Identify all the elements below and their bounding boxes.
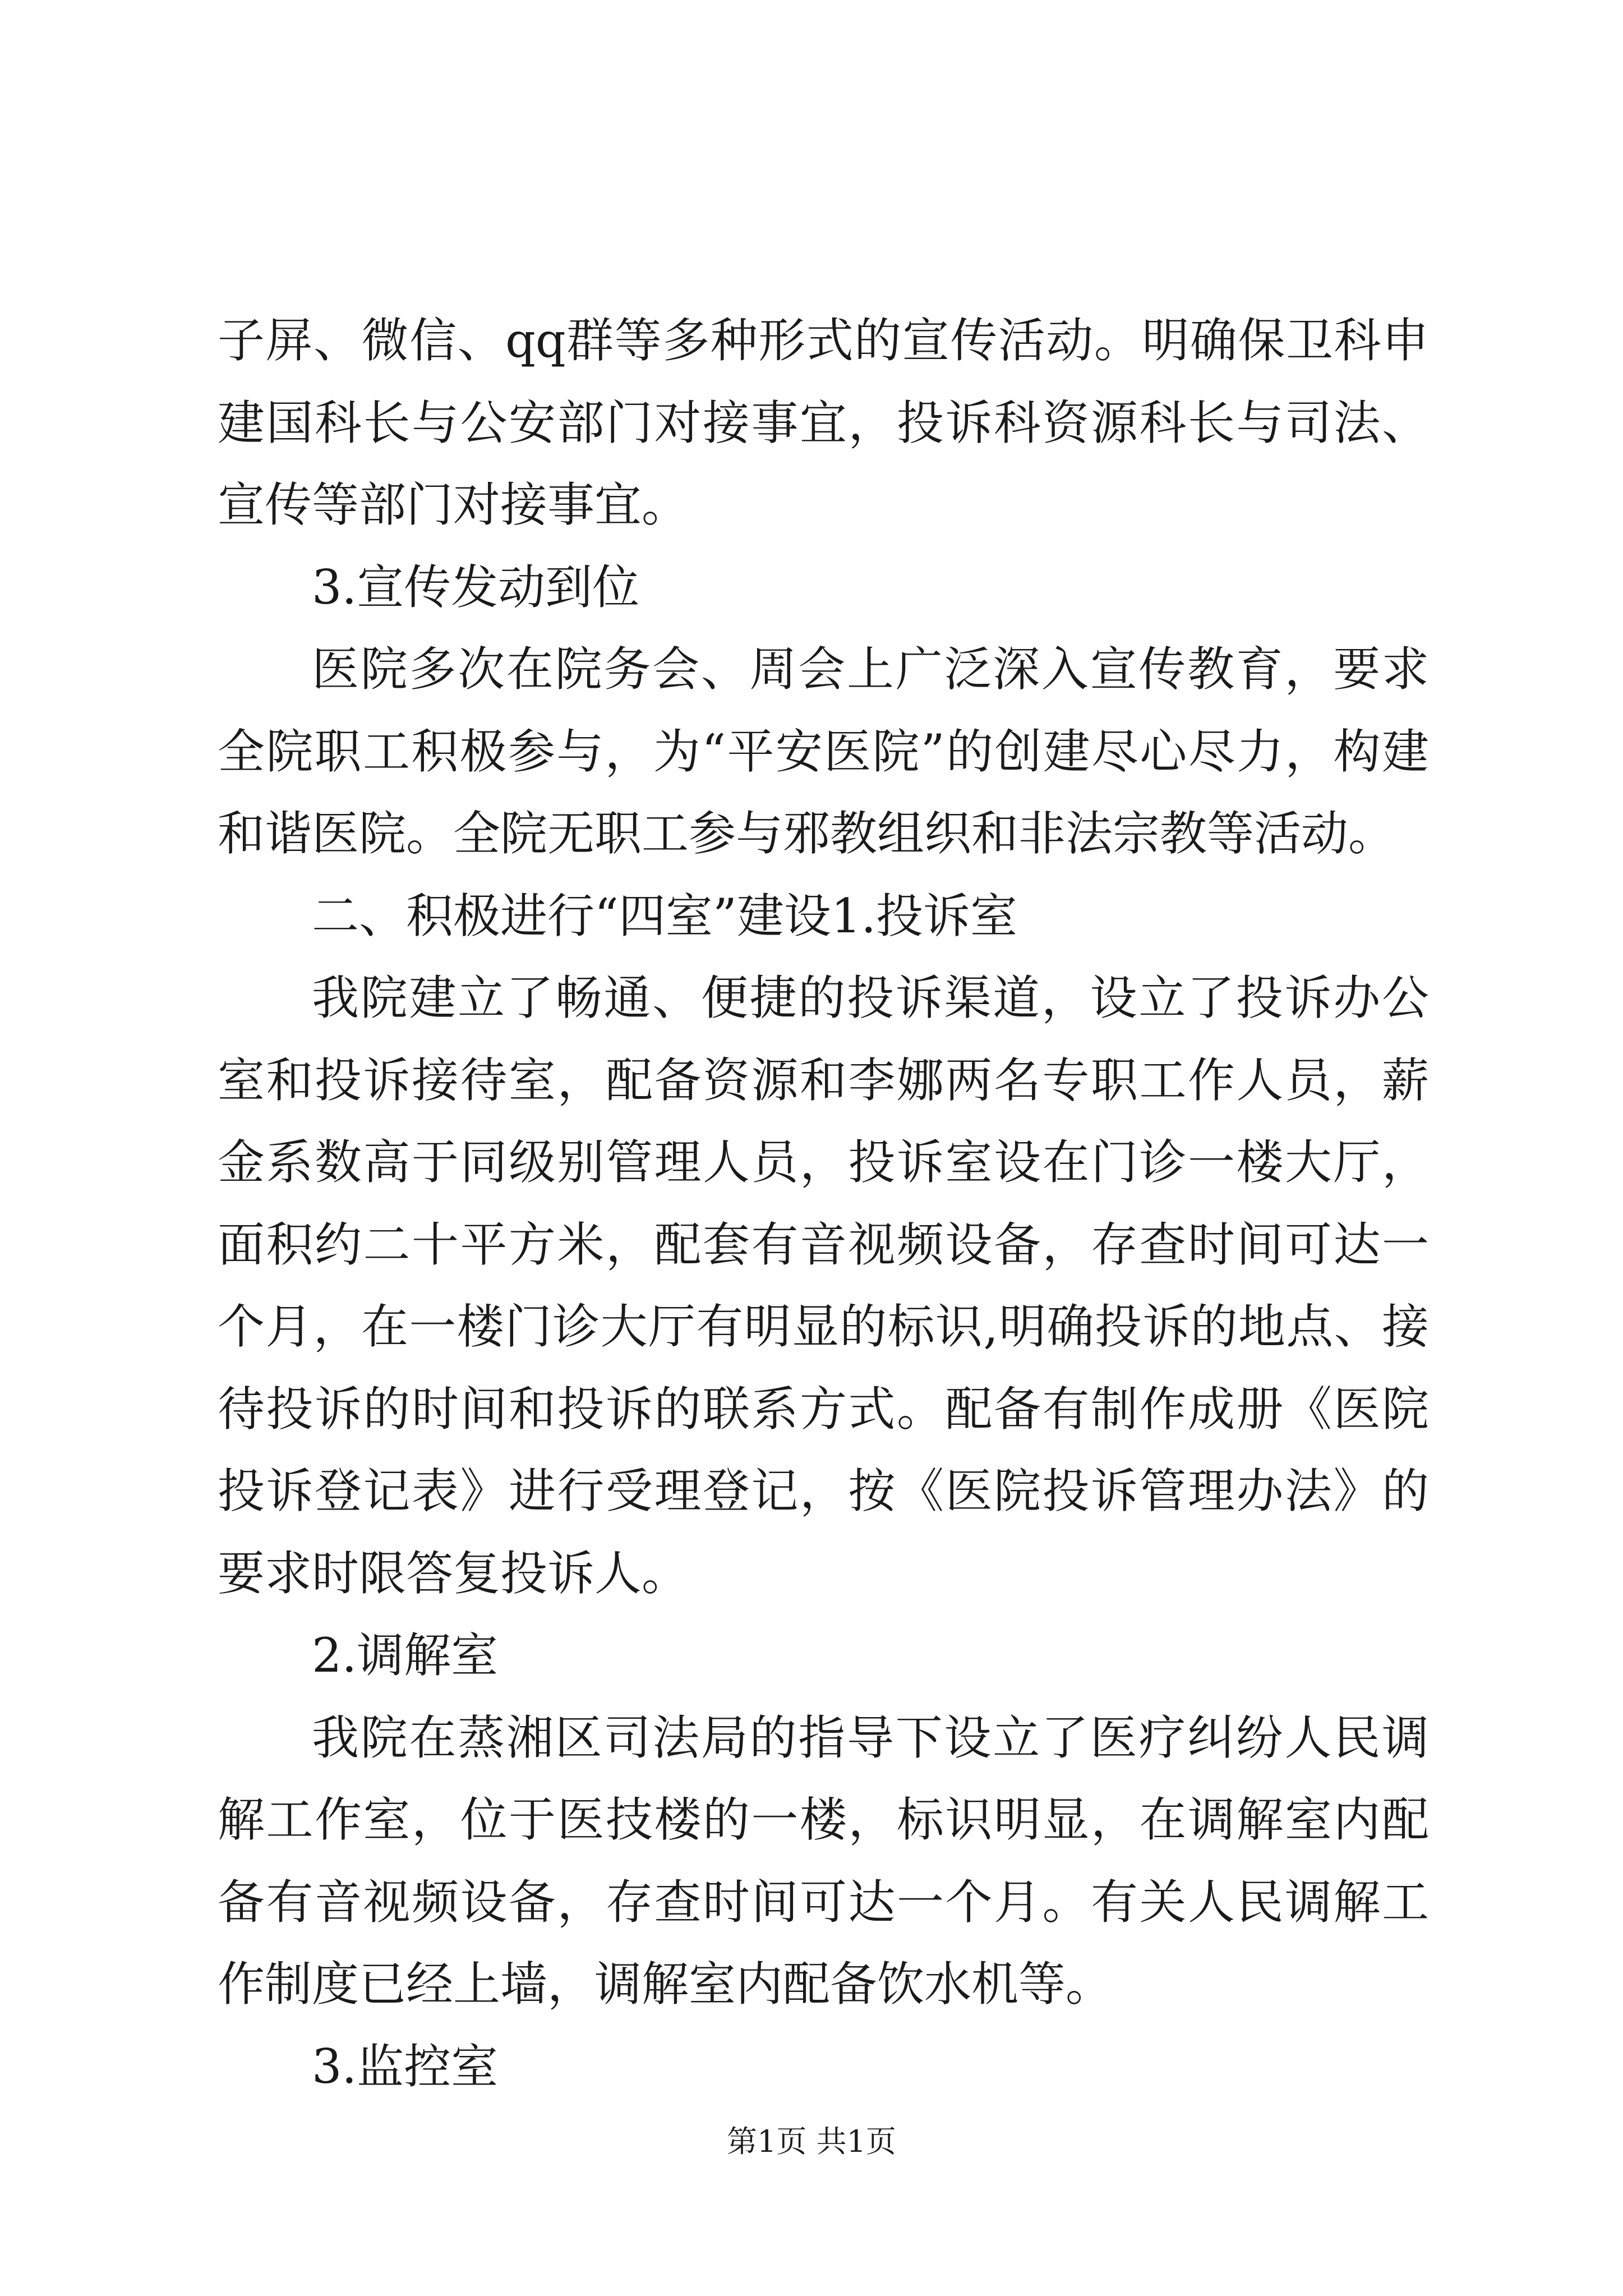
paragraph-7: 我院在蒸湘区司法局的指导下设立了医疗纠纷人民调解工作室，位于医技楼的一楼，标识明显，在调解室内配备有音视频设备，存查时间可达一个月。有关人民调解工作制度已经上墙，调解室内配备饮水机等。 <box>218 1710 1429 2012</box>
paragraph-5: 我院建立了畅通、便捷的投诉渠道，设立了投诉办公室和投诉接待室，配备资源和李娜两名专职工作人员，薪金系数高于同级别管理人员，投诉室设在门诊一楼大厅，面积约二十平方米，配套有音视频设备，存查时间可达一个月，在一楼门诊大厅有明显的标识,明确投诉的地点、接待投诉的时间和投诉的联系方式。配备有制作成册《医院投诉登记表》进行受理登记，按《医院投诉管理办法》的要求时限答复投诉人。 <box>218 970 1429 1601</box>
paragraph-1: 子屏、微信、qq群等多种形式的宣传活动。明确保卫科申建国科长与公安部门对接事宜，投诉科资源科长与司法、宣传等部门对接事宜。 <box>218 313 1429 532</box>
paragraph-6-heading: 2.调解室 <box>312 1628 499 1683</box>
paragraph-4-heading: 二、积极进行“四室”建设1.投诉室 <box>312 888 1018 944</box>
page-footer: 第1页 共1页 <box>727 2124 896 2159</box>
paragraph-2-heading: 3.宣传发动到位 <box>312 559 640 615</box>
paragraph-3: 医院多次在院务会、周会上广泛深入宣传教育，要求全院职工积极参与，为“平安医院”的创建尽心尽力，构建和谐医院。全院无职工参与邪教组织和非法宗教等活动。 <box>218 642 1429 861</box>
document-body <box>218 300 1429 2108</box>
paragraph-8-heading: 3.监控室 <box>312 2039 499 2094</box>
